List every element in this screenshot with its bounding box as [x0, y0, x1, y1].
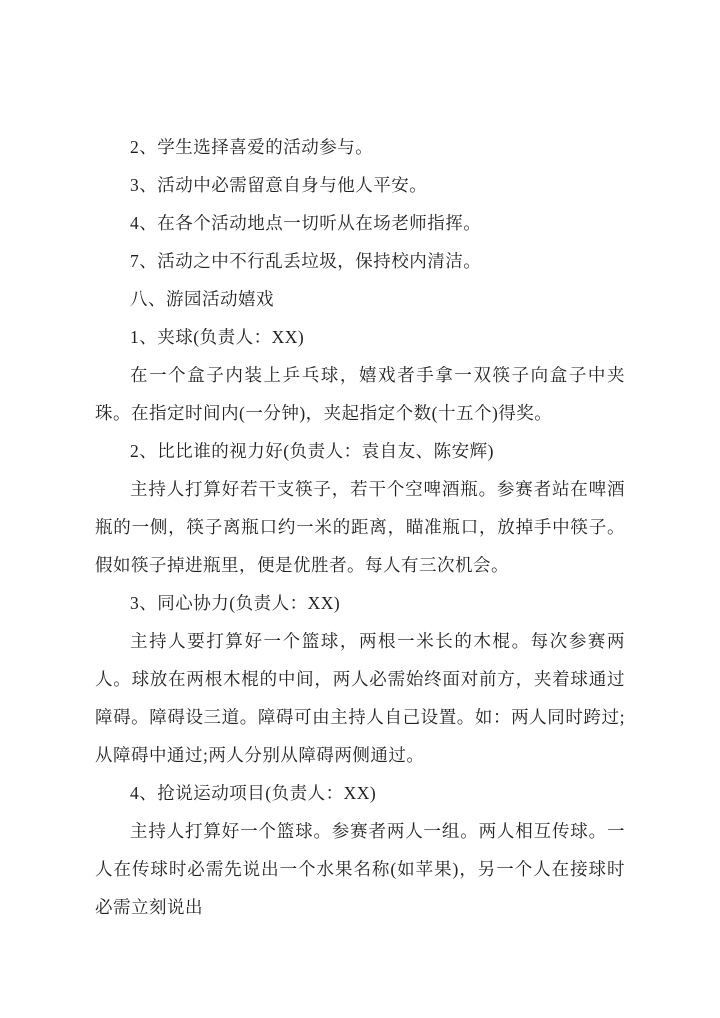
game-4-title: 4、抢说运动项目(负责人：XX) — [130, 783, 377, 803]
paragraph-rule-4: 4、在各个活动地点一切听从在场老师指挥。 — [130, 213, 482, 233]
game-2-title: 2、比比谁的视力好(负责人：袁自友、陈安辉) — [130, 441, 494, 461]
game-3-title: 3、同心协力(负责人：XX) — [130, 593, 341, 613]
game-4-description: 主持人打算好一个篮球。参赛者两人一组。两人相互传球。一人在传球时必需先说出一个水果名称(如苹果)，另一个人在接球时必需立刻说出 — [95, 821, 625, 917]
game-1-title: 1、夹球(负责人：XX) — [130, 327, 305, 347]
paragraph-rule-3: 3、活动中必需留意自身与他人平安。 — [130, 175, 428, 195]
paragraph-rule-2: 2、学生选择喜爱的活动参与。 — [130, 137, 374, 157]
game-2-description: 主持人打算好若干支筷子，若干个空啤酒瓶。参赛者站在啤酒瓶的一侧，筷子离瓶口约一米的距离，瞄准瓶口，放掉手中筷子。假如筷子掉进瓶里，便是优胜者。每人有三次机会。 — [95, 479, 625, 575]
paragraph-rule-7: 7、活动之中不行乱丢垃圾，保持校内清洁。 — [130, 251, 482, 271]
document-body — [95, 128, 625, 926]
game-1-description: 在一个盒子内装上乒乓球，嬉戏者手拿一双筷子向盒子中夹珠。在指定时间内(一分钟)，夹起指定个数(十五个)得奖。 — [95, 365, 625, 423]
section-heading-games: 八、游园活动嬉戏 — [130, 289, 274, 309]
game-3-description: 主持人要打算好一个篮球，两根一米长的木棍。每次参赛两人。球放在两根木棍的中间，两人必需始终面对前方，夹着球通过障碍。障碍设三道。障碍可由主持人自己设置。如：两人同时跨过;从障碍中通过;两人分别从障碍两侧通过。 — [95, 631, 625, 765]
